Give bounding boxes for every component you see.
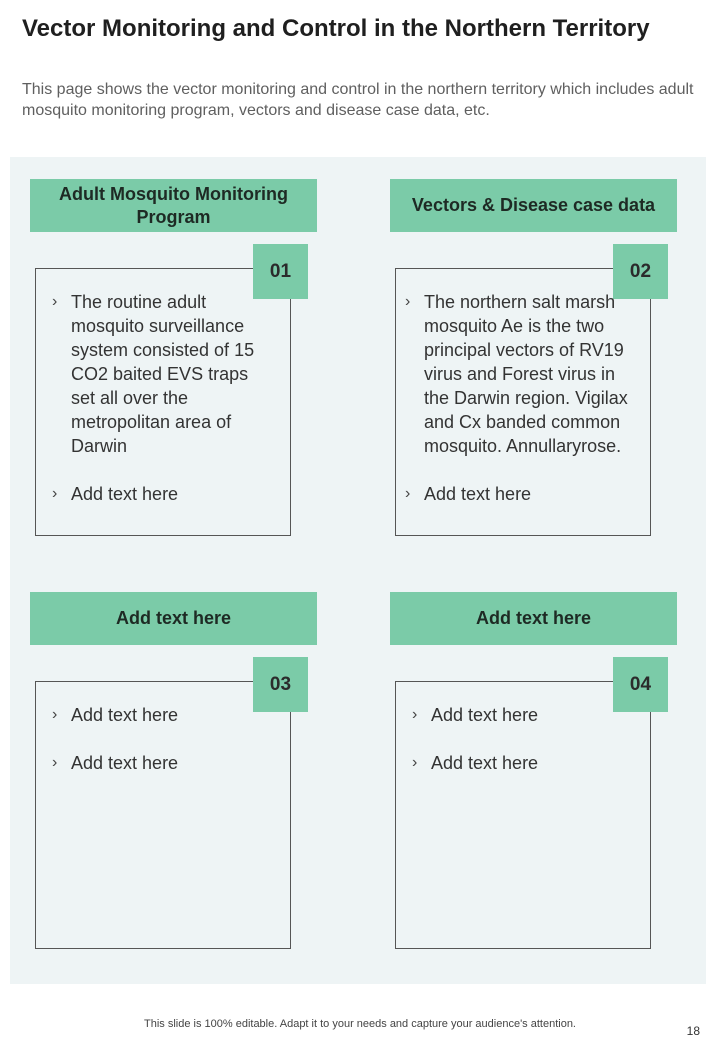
chevron-right-icon: ›	[52, 754, 58, 771]
card-2-header: Vectors & Disease case data	[390, 179, 677, 232]
chevron-right-icon: ›	[412, 754, 418, 771]
list-item-text: Add text here	[71, 705, 179, 725]
page-number: 18	[686, 1024, 700, 1038]
chevron-right-icon: ›	[52, 293, 58, 310]
list-item-text: Add text here	[431, 753, 539, 773]
card-1-number: 01	[253, 244, 308, 299]
card-2-list	[405, 290, 630, 530]
card-3-number: 03	[253, 657, 308, 712]
chevron-right-icon: ›	[52, 485, 58, 502]
list-item	[52, 482, 277, 506]
chevron-right-icon: ›	[405, 293, 411, 310]
page-title: Vector Monitoring and Control in the Northern Territory	[22, 15, 650, 42]
list-item-text: Add text here	[71, 753, 179, 773]
card-1-header: Adult Mosquito Monitoring Program	[30, 179, 317, 232]
list-item	[52, 703, 277, 727]
list-item	[412, 703, 637, 727]
list-item-text: Add text here	[431, 705, 539, 725]
list-item-text: The routine adult mosquito surveillance system consisted of 15 CO2 baited EVS traps set all over the metropolitan area of Darwin	[71, 292, 255, 456]
card-4-number: 04	[613, 657, 668, 712]
chevron-right-icon: ›	[52, 706, 58, 723]
chevron-right-icon: ›	[412, 706, 418, 723]
card-4-header: Add text here	[390, 592, 677, 645]
list-item	[52, 290, 277, 458]
card-3-list	[52, 703, 277, 799]
list-item	[52, 751, 277, 775]
list-item-text: Add text here	[424, 484, 532, 504]
page-subtitle: This page shows the vector monitoring and control in the northern territory which includes adult mosquito monitoring program, vectors and disease case data, etc.	[22, 81, 694, 119]
footer-note: This slide is 100% editable. Adapt it to your needs and capture your audience's attention.	[144, 1018, 576, 1030]
list-item	[405, 290, 630, 458]
card-3-header: Add text here	[30, 592, 317, 645]
chevron-right-icon: ›	[405, 485, 411, 502]
list-item	[405, 482, 630, 506]
card-1-list	[52, 290, 277, 530]
card-4-list	[412, 703, 637, 799]
list-item-text: The northern salt marsh mosquito Ae is the two principal vectors of RV19 virus and Forest virus in the Darwin region. Vigilax and Cx banded common mosquito. Annullaryrose.	[424, 292, 628, 456]
list-item-text: Add text here	[71, 484, 179, 504]
card-2-number: 02	[613, 244, 668, 299]
list-item	[412, 751, 637, 775]
